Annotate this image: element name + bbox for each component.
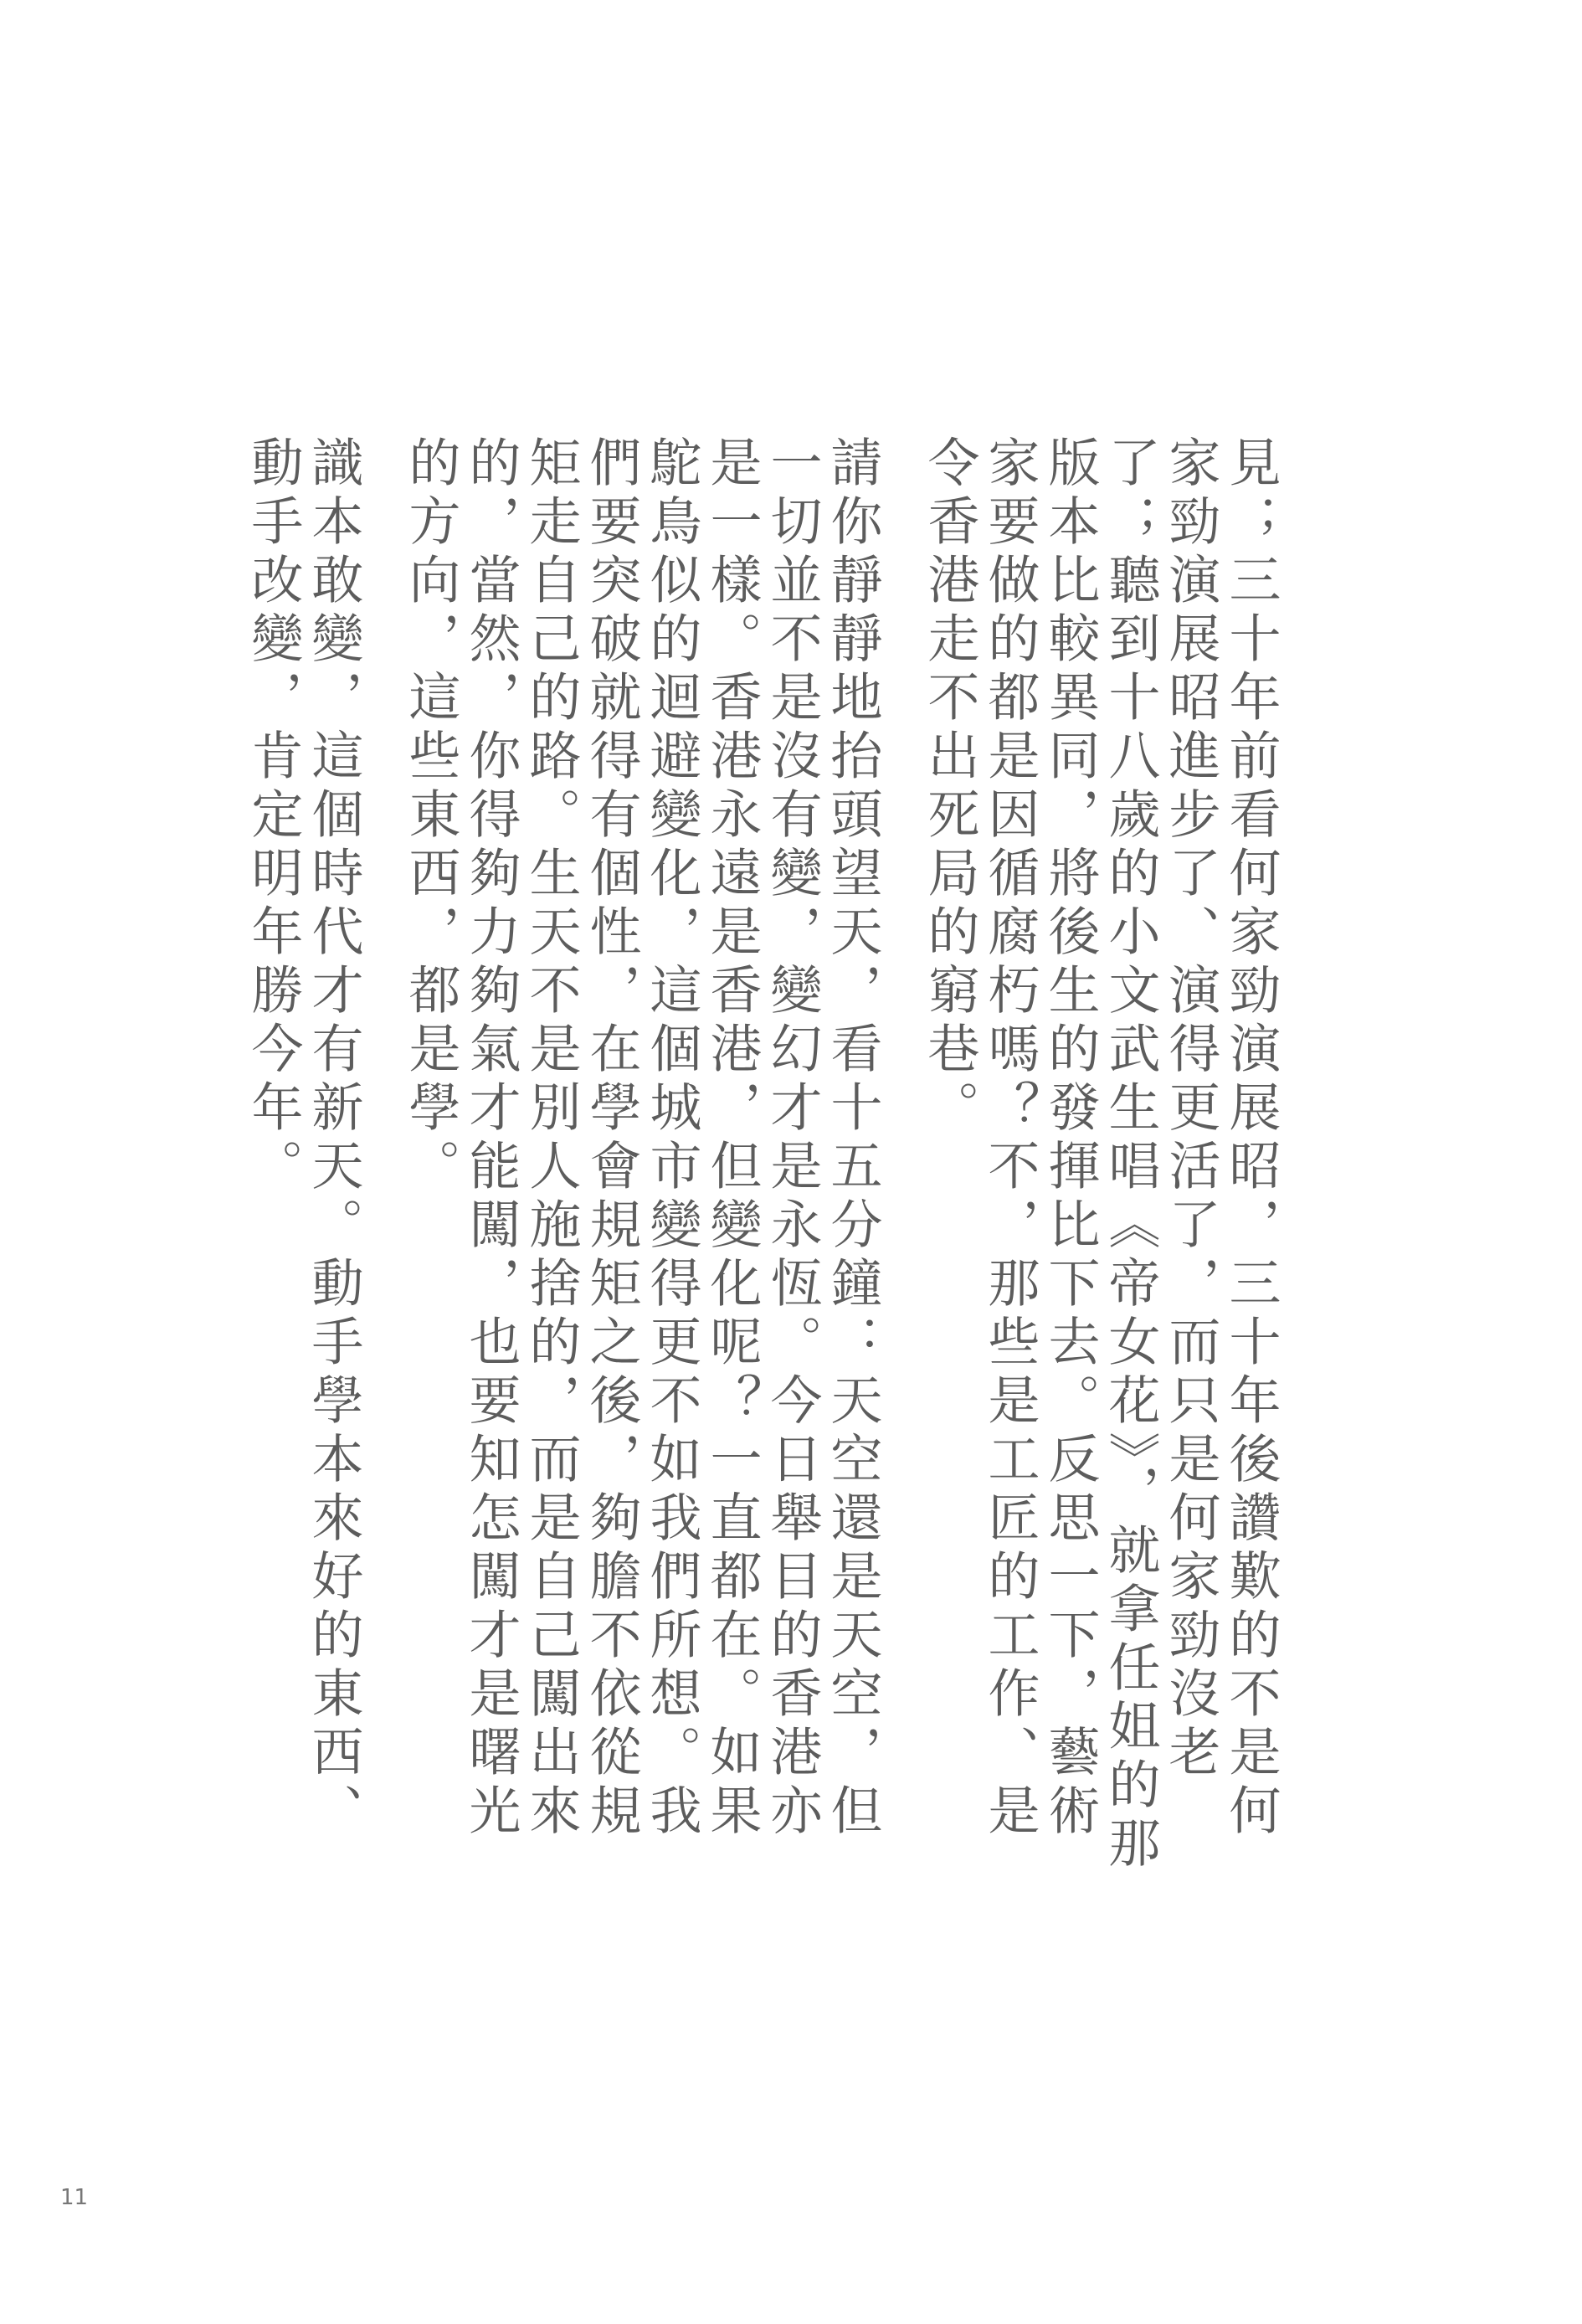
paragraph-2: 請你靜靜地抬頭望天，看十五分鐘：天空還是天空，但一切並不是沒有變，變幻才是永恆。今日舉目的香港亦是一樣。香港永遠是香港，但變化呢？一直都在。如果鴕鳥似的迴避變化，這個城市變得更不如我們所想。我們要突破就得有個性，在學會規矩之後，夠膽不依從規矩走自己的路。生天不是別人施捨的，而是自己闖出來的，當然，你得夠力夠氣才能闖，也要知怎闖才是曙光的方向，這些東西，都是學。 [400,435,883,1842]
paragraph-1: 見；三十年前看何家勁演展昭，三十年後讚歎的不是何家勁演展昭進步了、演得更活了，而只是何家勁沒老了；聽到十八歲的小文武生唱《帝女花》，就拿任姐的那版本比較異同，將後生的發揮比下去。反思一下，藝術家要做的都是因循腐朽嗎？不，那些是工匠的工作、是令香港走不出死局的窮巷。 [919,435,1282,1874]
article-body [206,435,1281,1884]
page-number: 11 [60,2185,89,2210]
paragraph-3: 識本敢變，這個時代才有新天。動手學本來好的東西、動手改變，肯定明年勝今年。 [243,435,364,1842]
